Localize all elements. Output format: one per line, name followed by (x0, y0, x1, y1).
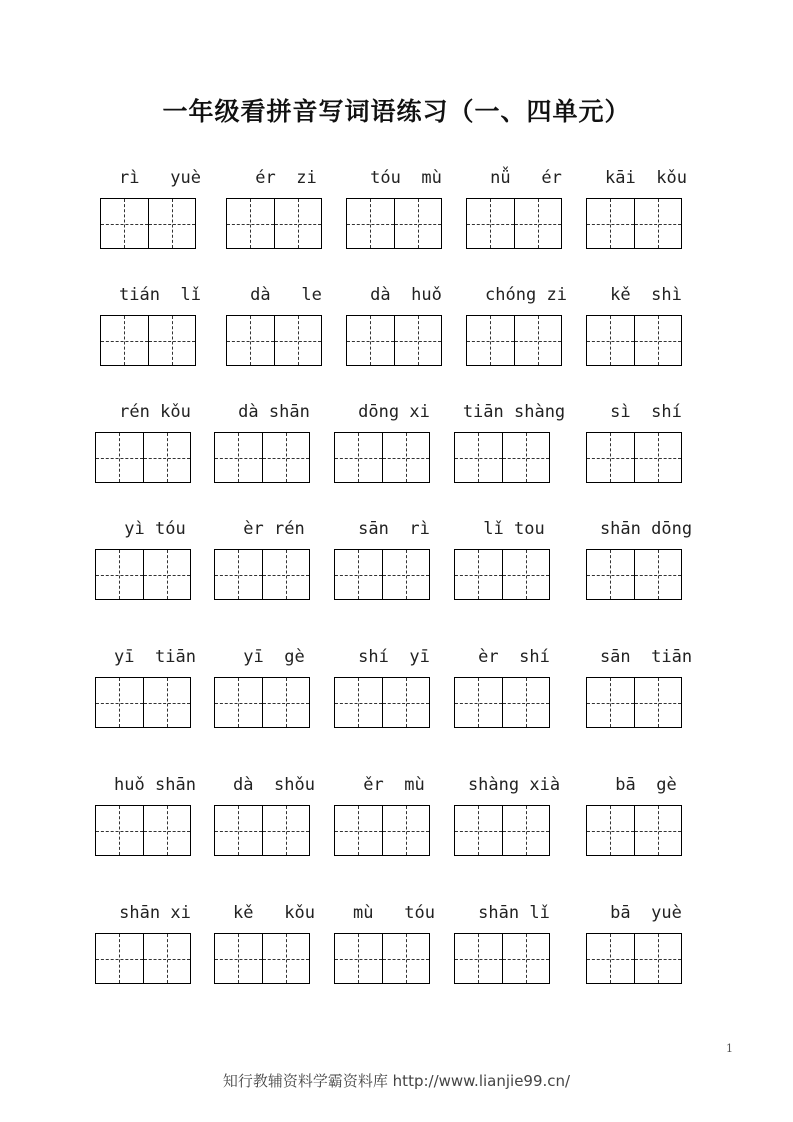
writing-grid[interactable] (454, 549, 550, 600)
pinyin-label: tián lǐ (119, 285, 201, 305)
pinyin-label: rén kǒu (119, 402, 191, 422)
tianzige-cell[interactable] (587, 433, 634, 482)
tianzige-cell[interactable] (347, 199, 394, 248)
writing-grid[interactable] (454, 933, 550, 984)
tianzige-cell[interactable] (262, 678, 310, 727)
tianzige-cell[interactable] (227, 199, 274, 248)
writing-grid[interactable] (334, 432, 430, 483)
tianzige-cell[interactable] (394, 199, 442, 248)
tianzige-cell[interactable] (587, 806, 634, 855)
writing-grid[interactable] (214, 549, 310, 600)
writing-grid[interactable] (214, 933, 310, 984)
footer-source: 知行教辅资料学霸资料库 http://www.lianjie99.cn/ (222, 1072, 571, 1090)
pinyin-label: bā yuè (610, 903, 682, 923)
tianzige-cell[interactable] (148, 316, 196, 365)
tianzige-cell[interactable] (227, 316, 274, 365)
tianzige-cell[interactable] (634, 199, 682, 248)
pinyin-label: dà shān (238, 402, 310, 422)
tianzige-cell[interactable] (215, 433, 262, 482)
pinyin-label: dōng xi (358, 402, 430, 422)
pinyin-label: shàng xià (467, 775, 561, 795)
writing-grid[interactable] (100, 198, 196, 249)
writing-grid[interactable] (334, 805, 430, 856)
tianzige-cell[interactable] (502, 934, 550, 983)
pinyin-label: sān tiān (599, 647, 693, 667)
tianzige-cell[interactable] (143, 934, 191, 983)
writing-grid[interactable] (334, 933, 430, 984)
tianzige-cell[interactable] (455, 550, 502, 599)
tianzige-cell[interactable] (467, 316, 514, 365)
pinyin-label: yī tiān (114, 647, 196, 667)
writing-grid[interactable] (466, 315, 562, 366)
tianzige-cell[interactable] (382, 678, 430, 727)
pinyin-label: rì yuè (119, 168, 201, 188)
tianzige-cell[interactable] (455, 806, 502, 855)
pinyin-label: bā gè (615, 775, 677, 795)
tianzige-cell[interactable] (394, 316, 442, 365)
pinyin-label: dà le (250, 285, 322, 305)
pinyin-label: shān dōng (599, 519, 693, 539)
writing-grid[interactable] (586, 549, 682, 600)
tianzige-cell[interactable] (335, 550, 382, 599)
tianzige-cell[interactable] (634, 550, 682, 599)
pinyin-label: èr rén (243, 519, 305, 539)
tianzige-cell[interactable] (335, 934, 382, 983)
tianzige-cell[interactable] (274, 316, 322, 365)
writing-grid[interactable] (95, 677, 191, 728)
tianzige-cell[interactable] (514, 316, 562, 365)
tianzige-cell[interactable] (274, 199, 322, 248)
tianzige-cell[interactable] (215, 806, 262, 855)
writing-grid[interactable] (226, 315, 322, 366)
pinyin-label: nǚ ér (490, 168, 562, 188)
pinyin-label: kāi kǒu (605, 168, 687, 188)
pinyin-label: sān rì (358, 519, 430, 539)
writing-grid[interactable] (95, 549, 191, 600)
tianzige-cell[interactable] (587, 550, 634, 599)
writing-grid[interactable] (226, 198, 322, 249)
pinyin-label: ěr mù (363, 775, 425, 795)
tianzige-cell[interactable] (634, 678, 682, 727)
page-title: 一年级看拼音写词语练习（一、四单元） (162, 97, 631, 126)
tianzige-cell[interactable] (101, 316, 148, 365)
pinyin-label: tiān shàng (462, 402, 566, 422)
tianzige-cell[interactable] (215, 550, 262, 599)
tianzige-cell[interactable] (335, 678, 382, 727)
writing-grid[interactable] (586, 315, 682, 366)
writing-grid[interactable] (454, 805, 550, 856)
tianzige-cell[interactable] (514, 199, 562, 248)
tianzige-cell[interactable] (467, 199, 514, 248)
tianzige-cell[interactable] (587, 678, 634, 727)
tianzige-cell[interactable] (382, 433, 430, 482)
pinyin-label: mù tóu (353, 903, 435, 923)
pinyin-label: shān lǐ (478, 903, 550, 923)
writing-grid[interactable] (454, 677, 550, 728)
tianzige-cell[interactable] (502, 550, 550, 599)
tianzige-cell[interactable] (634, 433, 682, 482)
pinyin-label: dà shǒu (233, 775, 315, 795)
tianzige-cell[interactable] (634, 806, 682, 855)
writing-grid[interactable] (466, 198, 562, 249)
tianzige-cell[interactable] (143, 433, 191, 482)
tianzige-cell[interactable] (382, 806, 430, 855)
tianzige-cell[interactable] (143, 550, 191, 599)
tianzige-cell[interactable] (96, 934, 143, 983)
tianzige-cell[interactable] (587, 199, 634, 248)
pinyin-label: huǒ shān (114, 775, 196, 795)
writing-grid[interactable] (586, 677, 682, 728)
tianzige-cell[interactable] (215, 678, 262, 727)
tianzige-cell[interactable] (96, 678, 143, 727)
tianzige-cell[interactable] (382, 550, 430, 599)
tianzige-cell[interactable] (347, 316, 394, 365)
tianzige-cell[interactable] (96, 433, 143, 482)
page-number: 1 (726, 1042, 733, 1055)
pinyin-label: chóng zi (485, 285, 567, 305)
tianzige-cell[interactable] (262, 934, 310, 983)
pinyin-label: lǐ tou (483, 519, 545, 539)
pinyin-label: kě shì (610, 285, 682, 305)
tianzige-cell[interactable] (587, 316, 634, 365)
writing-grid[interactable] (586, 805, 682, 856)
writing-grid[interactable] (586, 933, 682, 984)
writing-grid[interactable] (586, 432, 682, 483)
tianzige-cell[interactable] (148, 199, 196, 248)
writing-grid[interactable] (346, 198, 442, 249)
tianzige-cell[interactable] (335, 433, 382, 482)
pinyin-label: yì tóu (124, 519, 186, 539)
writing-grid[interactable] (334, 677, 430, 728)
tianzige-cell[interactable] (455, 678, 502, 727)
tianzige-cell[interactable] (262, 806, 310, 855)
pinyin-label: tóu mù (370, 168, 442, 188)
tianzige-cell[interactable] (143, 806, 191, 855)
tianzige-cell[interactable] (143, 678, 191, 727)
tianzige-cell[interactable] (96, 550, 143, 599)
tianzige-cell[interactable] (502, 678, 550, 727)
tianzige-cell[interactable] (455, 433, 502, 482)
tianzige-cell[interactable] (634, 316, 682, 365)
pinyin-label: shān xi (119, 903, 191, 923)
writing-grid[interactable] (334, 549, 430, 600)
writing-grid[interactable] (95, 933, 191, 984)
tianzige-cell[interactable] (262, 433, 310, 482)
pinyin-label: ér zi (255, 168, 317, 188)
pinyin-label: yī gè (243, 647, 305, 667)
writing-grid[interactable] (214, 677, 310, 728)
pinyin-label: shí yī (358, 647, 430, 667)
writing-grid[interactable] (214, 432, 310, 483)
writing-grid[interactable] (95, 432, 191, 483)
tianzige-cell[interactable] (382, 934, 430, 983)
tianzige-cell[interactable] (215, 934, 262, 983)
writing-grid[interactable] (95, 805, 191, 856)
pinyin-label: sì shí (610, 402, 682, 422)
writing-grid[interactable] (454, 432, 550, 483)
pinyin-label: kě kǒu (233, 903, 315, 923)
tianzige-cell[interactable] (455, 934, 502, 983)
tianzige-cell[interactable] (262, 550, 310, 599)
writing-grid[interactable] (100, 315, 196, 366)
pinyin-label: dà huǒ (370, 285, 442, 305)
writing-grid[interactable] (586, 198, 682, 249)
tianzige-cell[interactable] (587, 934, 634, 983)
tianzige-cell[interactable] (502, 433, 550, 482)
tianzige-cell[interactable] (101, 199, 148, 248)
tianzige-cell[interactable] (335, 806, 382, 855)
writing-grid[interactable] (346, 315, 442, 366)
tianzige-cell[interactable] (634, 934, 682, 983)
pinyin-label: èr shí (478, 647, 550, 667)
tianzige-cell[interactable] (502, 806, 550, 855)
tianzige-cell[interactable] (96, 806, 143, 855)
writing-grid[interactable] (214, 805, 310, 856)
